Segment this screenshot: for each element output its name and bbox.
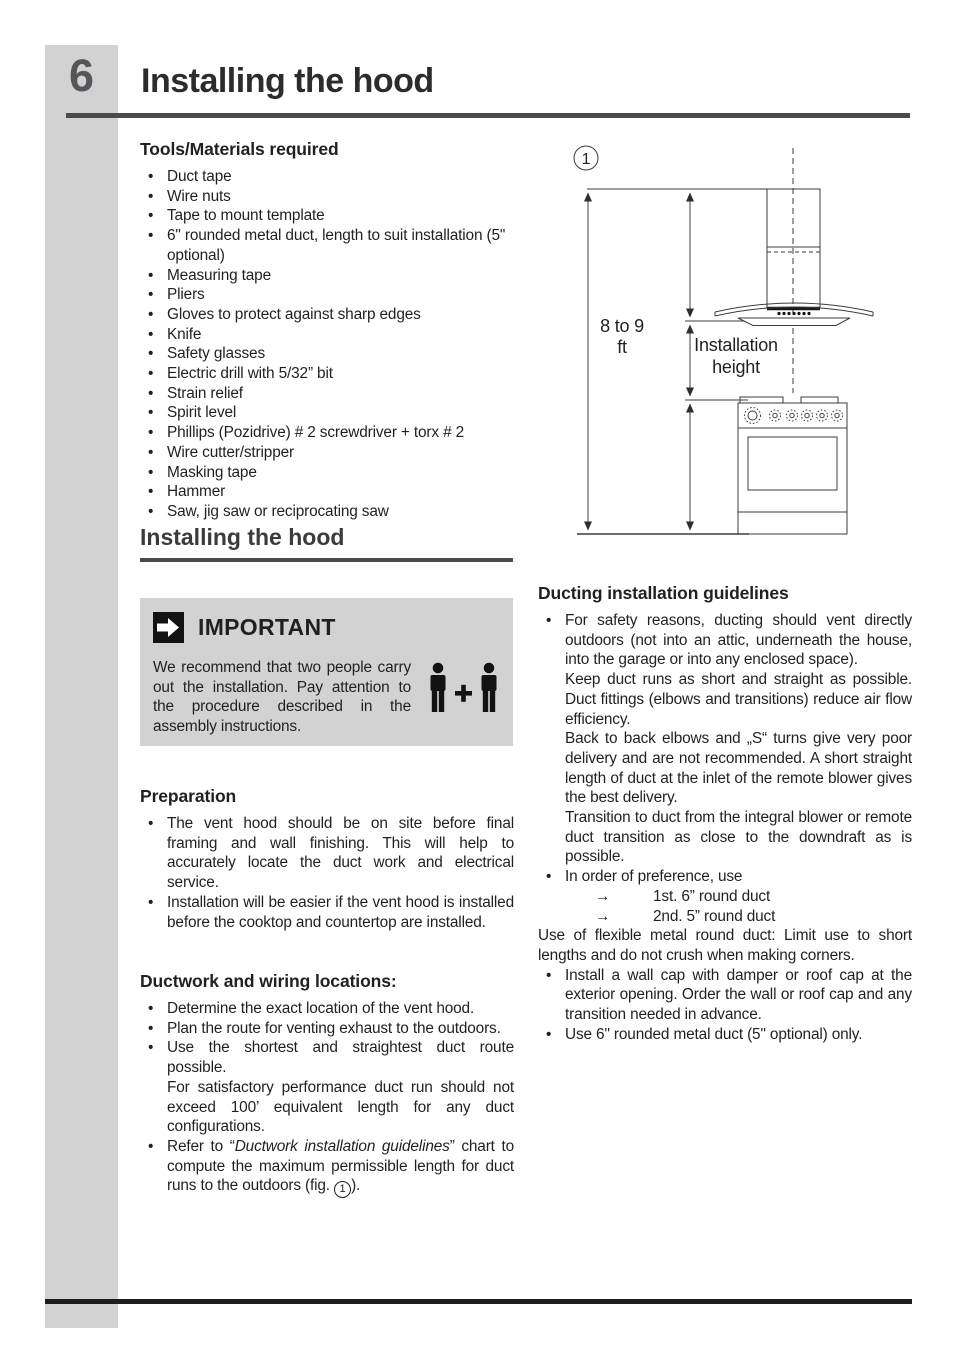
page-number: 6 <box>68 50 95 101</box>
list-item: • Pliers <box>148 286 205 304</box>
list-item: • Plan the route for venting exhaust to the outdoors. <box>148 1019 501 1037</box>
header-rule <box>66 113 910 118</box>
list-item: • Safety glasses <box>148 345 265 363</box>
arrow-right-glyph: → <box>595 907 611 925</box>
total-height-label-line1: 8 to 9 <box>600 316 644 336</box>
list-item: • The vent hood should be on site before final framing and wall finishing. This will help to accurately locate the duct work and electrical service. <box>148 815 514 892</box>
important-text: We recommend that two people carry out the installation. Pay attention to the procedure described in the assembly instructions. <box>153 659 411 736</box>
list-item: • Spirit level <box>148 404 237 422</box>
stove-knobs <box>745 408 843 424</box>
list-item: • Install a wall cap with damper or roof cap at the exterior opening. Order the wall or roof cap and any transition needed in advance. <box>546 966 912 1024</box>
figure-labels <box>582 151 778 377</box>
dimension-lines <box>588 193 690 530</box>
important-label: IMPORTANT <box>198 614 336 640</box>
preference-line-2: → 2nd. 5” round duct <box>595 907 776 925</box>
figure-1-reference: 1 <box>334 1181 351 1198</box>
important-box <box>140 598 513 746</box>
hood-control-buttons <box>777 312 810 315</box>
list-item: • Measuring tape <box>148 266 271 284</box>
italic-reference: Ductwork installation guidelines <box>234 1137 450 1155</box>
list-item: • Wire cutter/stripper <box>148 443 294 461</box>
installation-height-label-line2: height <box>712 357 760 377</box>
arrow-right-glyph: → <box>595 887 611 905</box>
list-item: • Installation will be easier if the vent hood is installed before the cooktop and countertop are installed. <box>148 893 514 931</box>
list-item: • Knife <box>148 325 202 343</box>
list-item: • Use 6" rounded metal duct (5" optional) only. <box>546 1025 863 1043</box>
list-item: • Tape to mount template <box>148 207 325 225</box>
arrow-right-icon <box>153 612 184 643</box>
list-item: • Use the shortest and straightest duct route possible. For satisfactory performance duct run should not exceed 100’ equivalent length for any duct configurations. <box>148 1039 514 1136</box>
list-item: • Electric drill with 5/32” bit <box>148 365 333 383</box>
list-item: • In order of preference, use <box>546 868 743 886</box>
footer-rule <box>45 1299 912 1304</box>
two-people-icon <box>428 662 504 718</box>
list-item: • 6" rounded metal duct, length to suit installation (5" optional) <box>148 227 506 264</box>
list-item: • Masking tape <box>148 463 257 481</box>
section-rule <box>140 558 513 562</box>
page-title: Installing the hood <box>141 62 434 100</box>
ducting-guidelines-section <box>538 583 912 1044</box>
figure-1-diagram <box>540 140 920 545</box>
ductwork-wiring-section <box>140 971 514 1198</box>
reference-lines <box>577 189 820 534</box>
list-item: • Determine the exact location of the vent hood. <box>148 1000 475 1017</box>
list-item: • Strain relief <box>148 384 243 402</box>
figure-number: 1 <box>581 151 591 168</box>
total-height-label-line2: ft <box>617 337 627 357</box>
preparation-heading: Preparation <box>140 786 237 806</box>
flexible-duct-note: Use of flexible metal round duct: Limit use to short lengths and do not crush when making corners. <box>538 927 912 964</box>
ducting-heading: Ducting installation guidelines <box>538 583 789 603</box>
list-item: • Refer to “Ductwork installation guidelines” chart to compute the maximum permissible length for duct runs to the outdoors (fig. 1 ). <box>140 1137 514 1198</box>
list-item: • Saw, jig saw or reciprocating saw <box>148 502 389 520</box>
tools-materials-section <box>140 139 514 522</box>
ductwork-heading: Ductwork and wiring locations: <box>140 971 397 991</box>
page-number-strip <box>45 45 118 1328</box>
list-item: • Wire nuts <box>148 187 231 205</box>
tools-heading: Tools/Materials required <box>140 139 339 159</box>
stove <box>738 397 847 534</box>
range-hood <box>715 189 873 326</box>
list-item: • Gloves to protect against sharp edges <box>148 305 421 323</box>
preference-line-1: → 1st. 6” round duct <box>595 887 771 905</box>
installation-height-label-line1: Installation <box>694 335 778 355</box>
list-item: • Duct tape <box>148 168 232 185</box>
preparation-section <box>140 786 514 932</box>
section-heading-installing: Installing the hood <box>140 524 345 550</box>
list-item: • For safety reasons, ducting should vent directly outdoors (not into an attic, underneath the house, into the garage or into any enclosed space). Keep duct runs as short and straight as possible. Duct fittings (elbows and transitions) reduce air flow efficiency. Back to back elbows and „S“ turns give very poor delivery and are not recommended. A short straight length of duct at the inlet of the remote blower gives the best delivery. Transition to duct from the integral blower or remote duct transition as close to the downdraft as is possible. <box>546 612 912 866</box>
list-item: • Hammer <box>148 483 226 501</box>
list-item: • Phillips (Pozidrive) # 2 screwdriver + torx # 2 <box>148 424 465 442</box>
